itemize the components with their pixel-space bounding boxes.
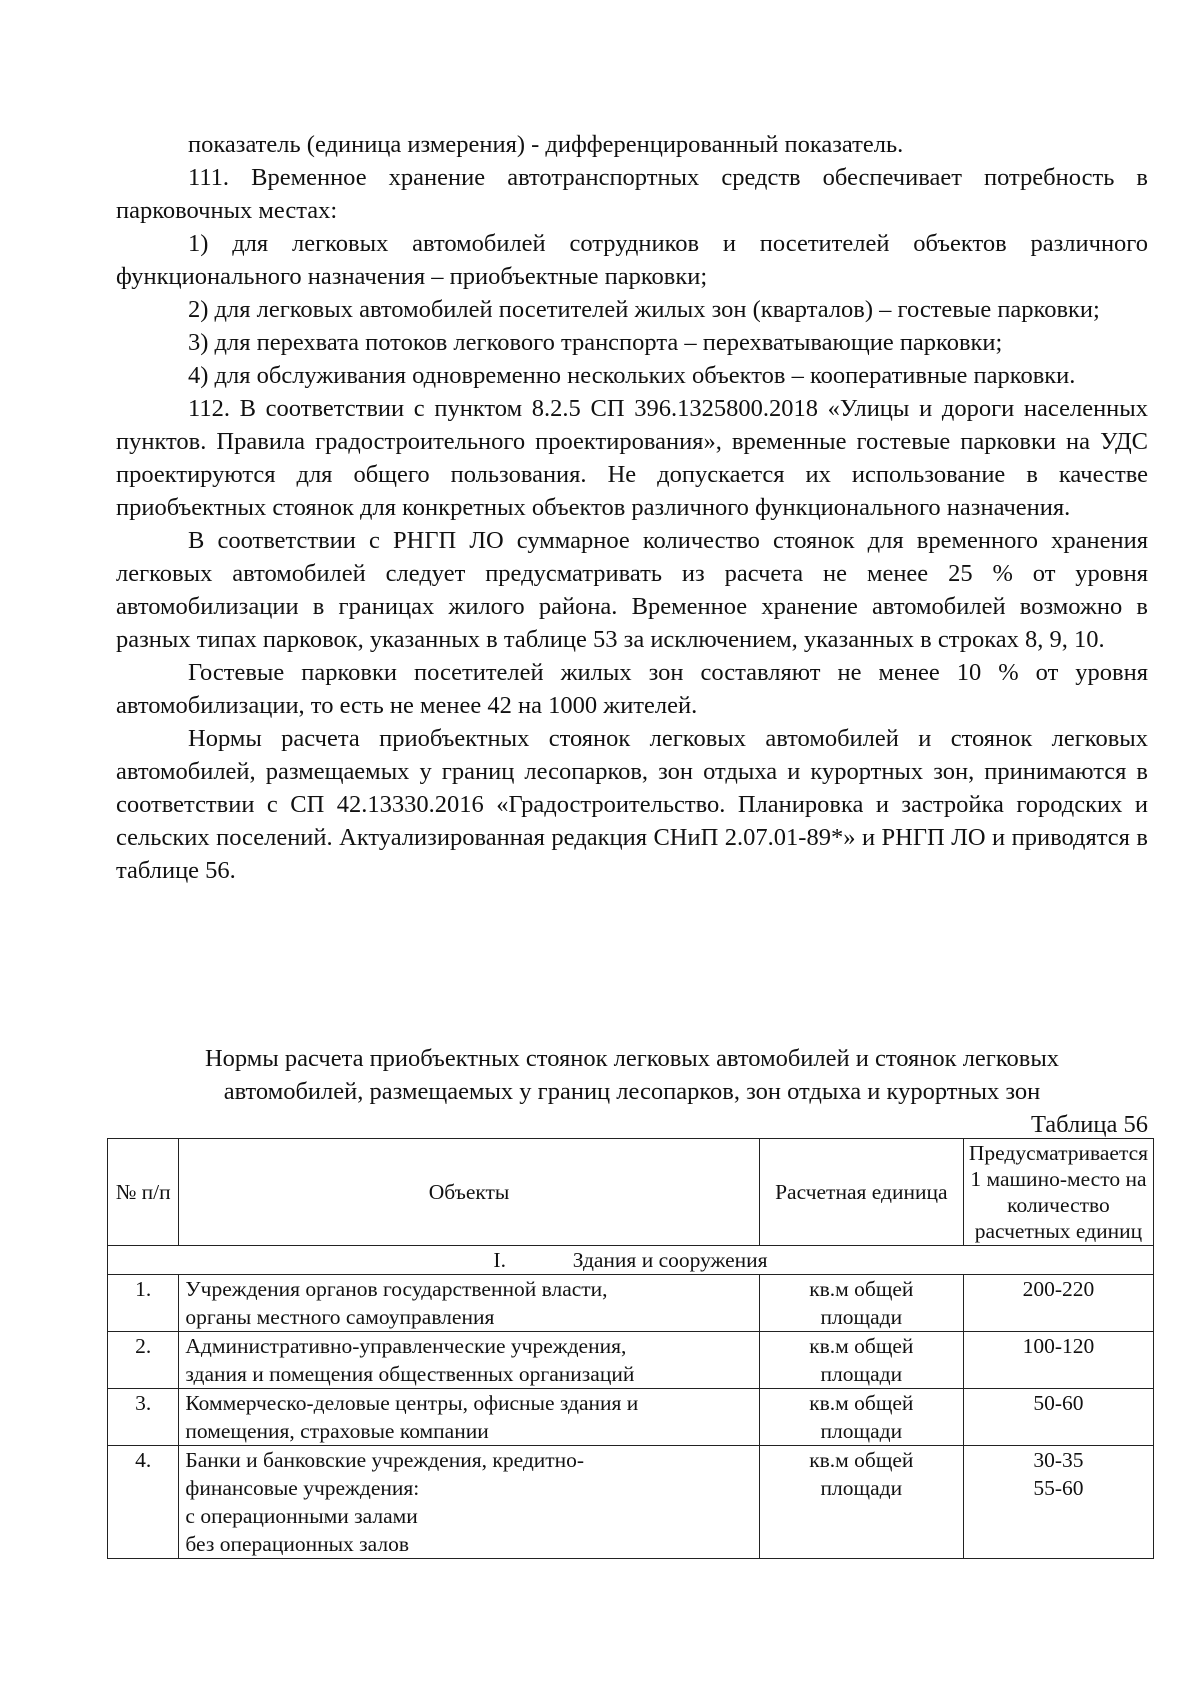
paragraph: 2) для легковых автомобилей посетителей жилых зон (кварталов) – гостевые парковки;: [188, 296, 1100, 323]
table-row: [108, 1446, 1154, 1559]
paragraph: 1) для легковых автомобилей сотрудников и посетителей объектов различного функционального назначения – приобъектные парковки;: [116, 230, 1148, 290]
row-object-line: с операционными залами: [185, 1504, 418, 1528]
table-row: [108, 1389, 1154, 1446]
row-object-line: Банки и банковские учреждения, кредитно-: [185, 1448, 585, 1472]
row-norm: [963, 1389, 1153, 1446]
row-unit-line: площади: [820, 1305, 903, 1329]
row-number: 3.: [108, 1389, 179, 1446]
row-object-line: помещения, страховые компании: [185, 1419, 489, 1443]
row-object-line: Учреждения органов государственной власти,: [185, 1277, 608, 1301]
row-object-line: без операционных залов: [185, 1532, 410, 1556]
header-num: № п/п: [108, 1139, 179, 1246]
row-unit: [759, 1275, 963, 1332]
row-norm-line: 30-35: [1033, 1448, 1084, 1472]
row-object: [179, 1389, 759, 1446]
header-unit: Расчетная единица: [759, 1139, 963, 1246]
caption-line-2: автомобилей, размещаемых у границ лесопарков, зон отдыха и курортных зон: [223, 1078, 1041, 1105]
row-object: [179, 1446, 759, 1559]
row-norm: [963, 1275, 1153, 1332]
row-norm-line: 55-60: [1033, 1476, 1084, 1500]
row-number: 1.: [108, 1275, 179, 1332]
row-unit: [759, 1389, 963, 1446]
row-object-line: финансовые учреждения:: [185, 1476, 420, 1500]
row-unit-line: кв.м общей: [809, 1391, 914, 1415]
section-title: Здания и сооружения: [572, 1248, 768, 1272]
row-unit-line: кв.м общей: [809, 1277, 914, 1301]
row-object-line: здания и помещения общественных организаций: [185, 1362, 635, 1386]
table-row: [108, 1332, 1154, 1389]
paragraph: 3) для перехвата потоков легкового транспорта – перехватывающие парковки;: [188, 329, 1003, 356]
table-caption: [116, 1042, 1148, 1108]
paragraph: 111. Временное хранение автотранспортных средств обеспечивает потребность в парковочных местах:: [116, 164, 1148, 224]
row-unit-line: площади: [820, 1476, 903, 1500]
row-norm: [963, 1332, 1153, 1389]
paragraph: Нормы расчета приобъектных стоянок легковых автомобилей и стоянок легковых автомобилей, размещаемых у границ лесопарков, зон отдыха и курортных зон, принимаются в соответствии с СП 42.13330.2016 «Градостроительство. Планировка и застройка городских и сельских поселений. Актуализированная редакция СНиП 2.07.01-89*» и РНГП ЛО и приводятся в таблице 56.: [116, 725, 1148, 884]
row-number: 4.: [108, 1446, 179, 1559]
row-number: 2.: [108, 1332, 179, 1389]
row-object-line: Административно-управленческие учреждения,: [185, 1334, 627, 1358]
row-unit-line: площади: [820, 1419, 903, 1443]
row-unit: [759, 1446, 963, 1559]
caption-line-1: Нормы расчета приобъектных стоянок легковых автомобилей и стоянок легковых: [204, 1045, 1060, 1072]
row-object: [179, 1275, 759, 1332]
paragraph: В соответствии с РНГП ЛО суммарное количество стоянок для временного хранения легковых автомобилей следует предусматривать из расчета не менее 25 % от уровня автомобилизации в границах жилого района. Временное хранение автомобилей возможно в разных типах парковок, указанных в таблице 53 за исключением, указанных в строках 8, 9, 10.: [116, 527, 1148, 653]
row-norm-line: 50-60: [1033, 1391, 1084, 1415]
header-norm: Предусматривается 1 машино-место на количество расчетных единиц: [963, 1139, 1153, 1246]
row-unit-line: кв.м общей: [809, 1334, 914, 1358]
row-norm: [963, 1446, 1153, 1559]
row-unit-line: площади: [820, 1362, 903, 1386]
table-row: [108, 1275, 1154, 1332]
body-text: [116, 128, 1148, 887]
section-cell: [108, 1246, 1154, 1275]
paragraph: Гостевые парковки посетителей жилых зон составляют не менее 10 % от уровня автомобилизации, то есть не менее 42 на 1000 жителей.: [116, 659, 1148, 719]
row-unit: [759, 1332, 963, 1389]
row-unit-line: кв.м общей: [809, 1448, 914, 1472]
table-number-label: Таблица 56: [1030, 1111, 1148, 1138]
parking-norms-table: [107, 1138, 1154, 1559]
row-object-line: Коммерческо-деловые центры, офисные здания и: [185, 1391, 639, 1415]
paragraph: 112. В соответствии с пунктом 8.2.5 СП 396.1325800.2018 «Улицы и дороги населенных пунктов. Правила градостроительного проектирования», временные гостевые парковки на УДС проектируются для общего пользования. Не допускается их использование в качестве приобъектных стоянок для конкретных объектов различного функционального назначения.: [116, 395, 1148, 521]
row-norm-line: 200-220: [1022, 1277, 1095, 1301]
section-numeral: I.: [493, 1248, 506, 1272]
paragraph: 4) для обслуживания одновременно нескольких объектов – кооперативные парковки.: [188, 362, 1076, 389]
section-row: [108, 1246, 1154, 1275]
header-objects: Объекты: [179, 1139, 759, 1246]
paragraph: показатель (единица измерения) - дифференцированный показатель.: [188, 131, 904, 158]
row-object: [179, 1332, 759, 1389]
row-object-line: органы местного самоуправления: [185, 1305, 495, 1329]
row-norm-line: 100-120: [1022, 1334, 1095, 1358]
table-header-row: [108, 1139, 1154, 1246]
